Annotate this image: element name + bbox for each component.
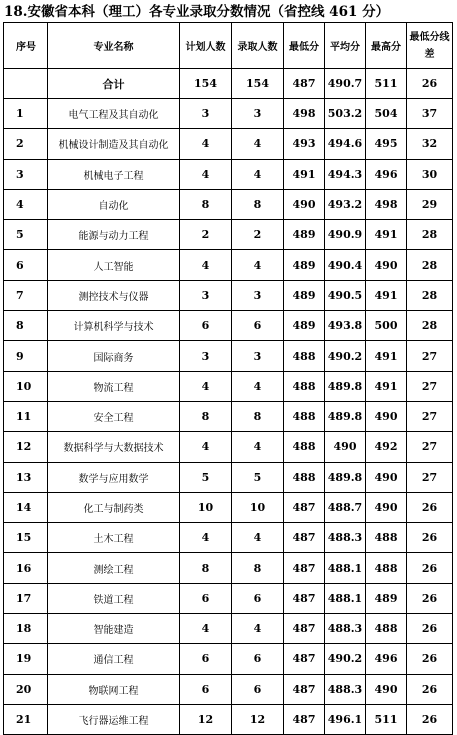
row-major: 国际商务: [48, 341, 180, 371]
row-avg: 488.1: [325, 583, 366, 613]
row-major: 能源与动力工程: [48, 220, 180, 250]
page-title: 18.安徽省本科（理工）各专业录取分数情况（省控线 461 分）: [4, 4, 390, 20]
row-diff: 27: [407, 371, 453, 401]
row-max: 491: [366, 371, 407, 401]
row-major: 数学与应用数学: [48, 462, 180, 492]
row-max: 490: [366, 250, 407, 280]
row-min: 488: [284, 432, 325, 462]
row-avg: 488.3: [325, 674, 366, 704]
row-min: 487: [284, 583, 325, 613]
row-admit: 6: [232, 674, 284, 704]
row-avg: 488.3: [325, 523, 366, 553]
row-min: 488: [284, 371, 325, 401]
table-row: [4, 462, 453, 492]
row-avg: 490.4: [325, 250, 366, 280]
row-min: 487: [284, 523, 325, 553]
row-admit: 10: [232, 492, 284, 522]
row-admit: 8: [232, 401, 284, 431]
row-diff: 26: [407, 523, 453, 553]
row-avg: 503.2: [325, 99, 366, 129]
row-plan: 3: [180, 280, 232, 310]
row-admit: 4: [232, 432, 284, 462]
table-row: [4, 250, 453, 280]
row-major: 通信工程: [48, 644, 180, 674]
row-plan: 4: [180, 129, 232, 159]
row-diff: 26: [407, 644, 453, 674]
row-max: 490: [366, 674, 407, 704]
total-min: 487: [284, 69, 325, 99]
row-major: 土木工程: [48, 523, 180, 553]
row-admit: 12: [232, 704, 284, 734]
row-min: 489: [284, 311, 325, 341]
row-major: 电气工程及其自动化: [48, 99, 180, 129]
row-plan: 12: [180, 704, 232, 734]
row-diff: 28: [407, 311, 453, 341]
row-plan: 4: [180, 250, 232, 280]
row-max: 490: [366, 492, 407, 522]
row-min: 487: [284, 614, 325, 644]
table-row: [4, 220, 453, 250]
row-max: 489: [366, 583, 407, 613]
row-min: 487: [284, 553, 325, 583]
row-plan: 4: [180, 614, 232, 644]
row-max: 492: [366, 432, 407, 462]
table-row: [4, 311, 453, 341]
row-seq: 11: [4, 401, 48, 431]
row-diff: 27: [407, 462, 453, 492]
row-min: 489: [284, 220, 325, 250]
table-row: [4, 614, 453, 644]
row-admit: 8: [232, 189, 284, 219]
row-diff: 26: [407, 553, 453, 583]
table-row: [4, 401, 453, 431]
row-seq: 7: [4, 280, 48, 310]
table-row: [4, 704, 453, 734]
row-major: 机械设计制造及其自动化: [48, 129, 180, 159]
header-max: 最高分: [366, 23, 407, 69]
row-admit: 6: [232, 644, 284, 674]
row-min: 487: [284, 644, 325, 674]
row-seq: 21: [4, 704, 48, 734]
row-major: 物联网工程: [48, 674, 180, 704]
row-major: 机械电子工程: [48, 159, 180, 189]
row-max: 490: [366, 401, 407, 431]
header-major: 专业名称: [48, 23, 180, 69]
row-diff: 32: [407, 129, 453, 159]
row-min: 487: [284, 674, 325, 704]
row-seq: 14: [4, 492, 48, 522]
row-seq: 2: [4, 129, 48, 159]
row-max: 491: [366, 341, 407, 371]
row-plan: 4: [180, 432, 232, 462]
row-min: 488: [284, 462, 325, 492]
row-avg: 494.3: [325, 159, 366, 189]
row-major: 测绘工程: [48, 553, 180, 583]
row-admit: 2: [232, 220, 284, 250]
row-plan: 6: [180, 674, 232, 704]
row-max: 491: [366, 280, 407, 310]
header-min: 最低分: [284, 23, 325, 69]
row-seq: 9: [4, 341, 48, 371]
row-diff: 26: [407, 614, 453, 644]
row-avg: 493.2: [325, 189, 366, 219]
row-admit: 3: [232, 99, 284, 129]
row-plan: 3: [180, 99, 232, 129]
total-row: [4, 69, 453, 99]
row-admit: 4: [232, 614, 284, 644]
row-admit: 4: [232, 159, 284, 189]
total-plan: 154: [180, 69, 232, 99]
row-avg: 493.8: [325, 311, 366, 341]
row-seq: 3: [4, 159, 48, 189]
row-seq: 17: [4, 583, 48, 613]
row-diff: 27: [407, 432, 453, 462]
row-avg: 490.2: [325, 341, 366, 371]
row-major: 数据科学与大数据技术: [48, 432, 180, 462]
row-max: 511: [366, 704, 407, 734]
row-seq: 12: [4, 432, 48, 462]
row-seq: 6: [4, 250, 48, 280]
total-diff: 26: [407, 69, 453, 99]
table-header-row: [4, 23, 453, 69]
row-admit: 4: [232, 523, 284, 553]
table-row: [4, 583, 453, 613]
row-seq: 4: [4, 189, 48, 219]
row-avg: 488.3: [325, 614, 366, 644]
row-plan: 6: [180, 583, 232, 613]
row-seq: 10: [4, 371, 48, 401]
row-max: 495: [366, 129, 407, 159]
row-admit: 4: [232, 371, 284, 401]
row-seq: 13: [4, 462, 48, 492]
row-plan: 8: [180, 553, 232, 583]
row-admit: 6: [232, 311, 284, 341]
row-avg: 489.8: [325, 371, 366, 401]
row-max: 490: [366, 462, 407, 492]
total-label: 合计: [48, 69, 180, 99]
row-max: 496: [366, 159, 407, 189]
row-avg: 489.8: [325, 401, 366, 431]
row-avg: 488.7: [325, 492, 366, 522]
header-plan: 计划人数: [180, 23, 232, 69]
row-avg: 490.2: [325, 644, 366, 674]
row-avg: 488.1: [325, 553, 366, 583]
row-seq: 8: [4, 311, 48, 341]
header-diff: 最低分线差: [407, 23, 453, 69]
row-major: 安全工程: [48, 401, 180, 431]
row-major: 铁道工程: [48, 583, 180, 613]
table-row: [4, 129, 453, 159]
total-seq: [4, 69, 48, 99]
row-min: 490: [284, 189, 325, 219]
row-plan: 4: [180, 523, 232, 553]
row-min: 489: [284, 280, 325, 310]
row-plan: 3: [180, 341, 232, 371]
table-row: [4, 99, 453, 129]
row-max: 500: [366, 311, 407, 341]
row-min: 487: [284, 704, 325, 734]
row-major: 飞行器运维工程: [48, 704, 180, 734]
row-diff: 26: [407, 583, 453, 613]
row-max: 488: [366, 523, 407, 553]
row-diff: 27: [407, 341, 453, 371]
row-min: 491: [284, 159, 325, 189]
table-row: [4, 553, 453, 583]
row-plan: 4: [180, 159, 232, 189]
header-admit: 录取人数: [232, 23, 284, 69]
table-row: [4, 492, 453, 522]
total-admit: 154: [232, 69, 284, 99]
row-min: 488: [284, 401, 325, 431]
row-seq: 19: [4, 644, 48, 674]
row-major: 人工智能: [48, 250, 180, 280]
total-avg: 490.7: [325, 69, 366, 99]
row-min: 487: [284, 492, 325, 522]
row-admit: 4: [232, 129, 284, 159]
row-admit: 3: [232, 280, 284, 310]
table-row: [4, 644, 453, 674]
row-max: 491: [366, 220, 407, 250]
row-max: 498: [366, 189, 407, 219]
row-seq: 20: [4, 674, 48, 704]
row-diff: 26: [407, 704, 453, 734]
table-row: [4, 189, 453, 219]
row-admit: 8: [232, 553, 284, 583]
row-avg: 496.1: [325, 704, 366, 734]
row-max: 504: [366, 99, 407, 129]
row-admit: 4: [232, 250, 284, 280]
table-row: [4, 280, 453, 310]
row-diff: 28: [407, 220, 453, 250]
row-seq: 15: [4, 523, 48, 553]
row-avg: 494.6: [325, 129, 366, 159]
row-avg: 490: [325, 432, 366, 462]
row-seq: 1: [4, 99, 48, 129]
row-seq: 18: [4, 614, 48, 644]
row-max: 488: [366, 614, 407, 644]
row-plan: 4: [180, 371, 232, 401]
row-major: 测控技术与仪器: [48, 280, 180, 310]
row-major: 计算机科学与技术: [48, 311, 180, 341]
row-plan: 6: [180, 644, 232, 674]
row-admit: 6: [232, 583, 284, 613]
table-row: [4, 341, 453, 371]
row-seq: 16: [4, 553, 48, 583]
row-min: 498: [284, 99, 325, 129]
table-row: [4, 371, 453, 401]
row-avg: 490.9: [325, 220, 366, 250]
row-diff: 30: [407, 159, 453, 189]
row-diff: 28: [407, 280, 453, 310]
row-diff: 26: [407, 492, 453, 522]
row-min: 493: [284, 129, 325, 159]
header-avg: 平均分: [325, 23, 366, 69]
row-plan: 2: [180, 220, 232, 250]
row-plan: 10: [180, 492, 232, 522]
row-major: 物流工程: [48, 371, 180, 401]
row-diff: 28: [407, 250, 453, 280]
row-admit: 3: [232, 341, 284, 371]
row-diff: 37: [407, 99, 453, 129]
admission-scores-table: [3, 22, 453, 735]
header-seq: 序号: [4, 23, 48, 69]
row-max: 496: [366, 644, 407, 674]
row-diff: 27: [407, 401, 453, 431]
row-seq: 5: [4, 220, 48, 250]
row-min: 489: [284, 250, 325, 280]
total-max: 511: [366, 69, 407, 99]
row-min: 488: [284, 341, 325, 371]
row-avg: 490.5: [325, 280, 366, 310]
row-max: 488: [366, 553, 407, 583]
row-avg: 489.8: [325, 462, 366, 492]
row-major: 化工与制药类: [48, 492, 180, 522]
table-row: [4, 159, 453, 189]
table-row: [4, 523, 453, 553]
row-major: 自动化: [48, 189, 180, 219]
row-admit: 5: [232, 462, 284, 492]
row-major: 智能建造: [48, 614, 180, 644]
table-row: [4, 432, 453, 462]
table-row: [4, 674, 453, 704]
row-plan: 5: [180, 462, 232, 492]
row-diff: 29: [407, 189, 453, 219]
row-plan: 8: [180, 189, 232, 219]
row-plan: 8: [180, 401, 232, 431]
row-diff: 26: [407, 674, 453, 704]
row-plan: 6: [180, 311, 232, 341]
